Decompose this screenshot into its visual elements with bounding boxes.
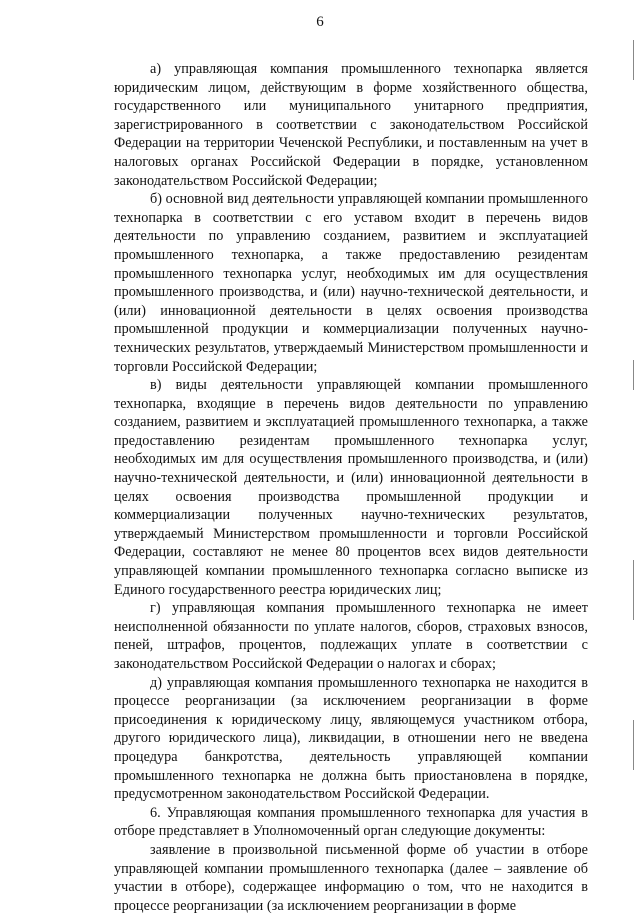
scan-edge-mark bbox=[633, 40, 634, 80]
paragraph-b: б) основной вид деятельности управляющей компании промышленного технопарка в соответствии с его уставом входит в перечень видов деятельности по управлению созданием, развитием и эксплуатацией промышленного технопарка, а также предоставлению резидентам промышленного технопарка услуг, необходимых им для осуществления промышленного производства, и (или) научно-технической деятельности, и (или) инновационной деятельности в целях освоения производства промышленной продукции и коммерциализации полученных научно-технических результатов, утверждаемый Министерством промышленности и торговли Российской Федерации; bbox=[114, 191, 588, 375]
scan-edge-mark bbox=[633, 360, 634, 390]
paragraph-g: г) управляющая компания промышленного технопарка не имеет неисполненной обязанности по уплате налогов, сборов, страховых взносов, пеней, штрафов, процентов, подлежащих уплате в соответствии с законодательством Российской Федерации о налогах и сборах; bbox=[114, 600, 588, 672]
paragraph-item-6: 6. Управляющая компания промышленного технопарка для участия в отборе представляет в Уполномоченный орган следующие документы: bbox=[114, 804, 588, 840]
paragraph-a: а) управляющая компания промышленного технопарка является юридическим лицом, действующим в форме хозяйственного общества, государственного или муниципального унитарного предприятия, зарегистрированного в соответствии с законодательством Российской Федерации на территории Чеченской Республики, и поставленным на учет в налоговых органах Российской Федерации в порядке, установленном законодательством Российской Федерации; bbox=[114, 61, 588, 189]
paragraph-application: заявление в произвольной письменной форме об участии в отборе управляющей компании промышленного технопарка (далее – заявление об участии в отборе), содержащее информацию о том, что не находится в процессе реорганизации (за исключением реорганизации в форме bbox=[114, 841, 588, 914]
paragraph-d: д) управляющая компания промышленного технопарка не находится в процессе реорганизации (за исключением реорганизации в форме присоединения к юридическому лицу, являющемуся участником отбора, другого юридического лица), ликвидации, в отношении него не введена процедура банкротства, деятельность управляющей компании промышленного технопарка не должна быть приостановлена в порядке, предусмотренном законодательством Российской Федерации. bbox=[114, 674, 588, 803]
paragraph-v: в) виды деятельности управляющей компании промышленного технопарка, входящие в перечень видов деятельности по управлению созданием, развитием и эксплуатацией промышленного технопарка, а также предоставлению резидентам промышленного технопарка услуг, необходимых им для осуществления промышленного производства, и (или) научно-технической деятельности, и (или) инновационной деятельности в целях освоения производства промышленной продукции и коммерциализации полученных научно-технических результатов, утверждаемый Министерством промышленности и торговли Российской Федерации, составляют не менее 80 процентов всех видов деятельности управляющей компании промышленного технопарка согласно выписке из Единого государственного реестра юридических лиц; bbox=[114, 377, 588, 598]
page-number: 6 bbox=[316, 14, 324, 30]
scan-edge-mark bbox=[633, 720, 634, 770]
document-body bbox=[114, 60, 588, 915]
scan-edge-mark bbox=[633, 560, 634, 620]
